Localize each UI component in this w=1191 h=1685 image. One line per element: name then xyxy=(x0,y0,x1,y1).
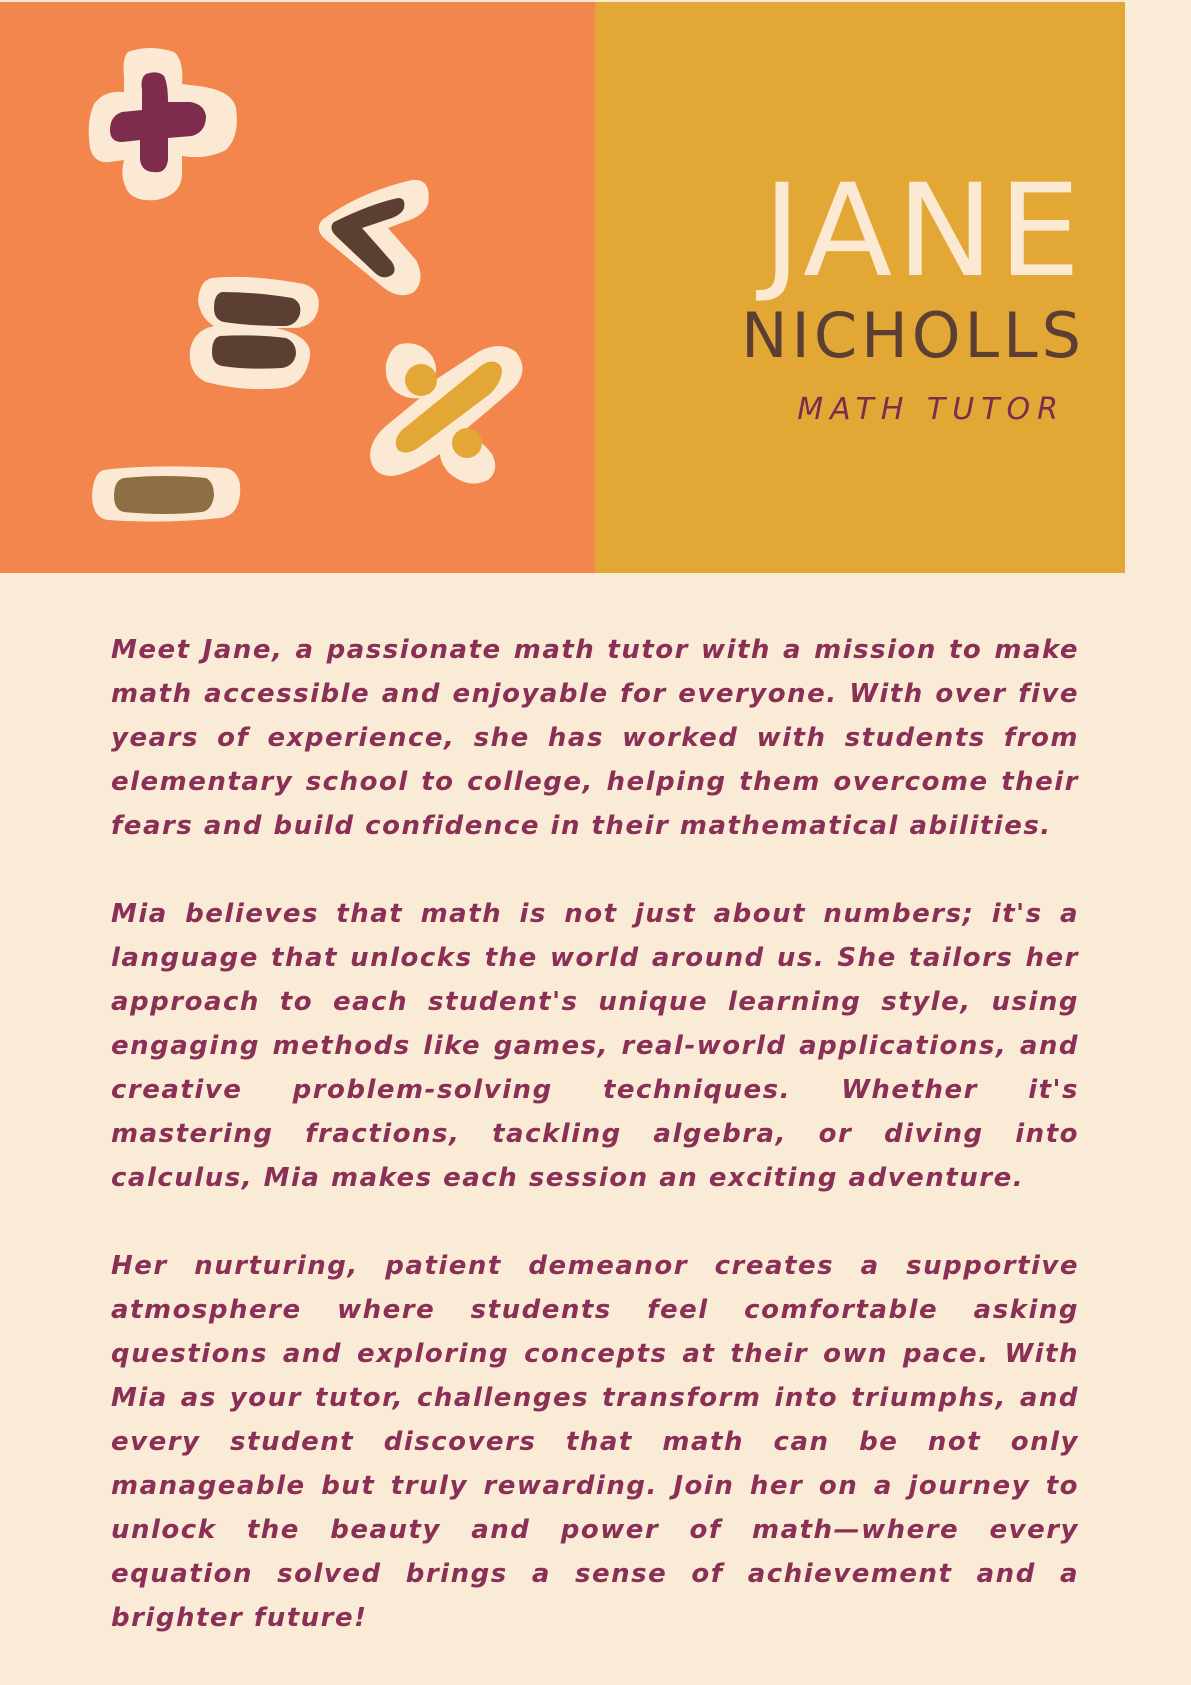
job-title: MATH TUTOR xyxy=(797,392,1065,427)
minus-icon xyxy=(92,466,240,521)
bio-section xyxy=(111,628,1079,1640)
less-than-icon xyxy=(319,180,429,295)
last-name-heading: NICHOLLS xyxy=(741,299,1085,372)
equals-icon xyxy=(190,277,319,389)
math-symbols-illustration xyxy=(0,0,595,573)
name-block xyxy=(595,0,1125,573)
plus-icon xyxy=(89,48,237,200)
bio-paragraph: Mia believes that math is not just about numbers; it's a language that unlocks the world around us. She tailors her approach to each student's unique learning style, using engaging methods like games, real-world applications, and creative problem-solving techniques. Whether it's mastering fractions, tackling algebra, or diving into calculus, Mia makes each session an exciting adventure. xyxy=(111,899,1079,1193)
bio-paragraph: Her nurturing, patient demeanor creates a supportive atmosphere where students feel comfortable asking questions and exploring concepts at their own pace. With Mia as your tutor, challenges transform into triumphs, and every student discovers that math can be not only manageable but truly rewarding. Join her on a journey to unlock the beauty and power of math—where every equation solved brings a sense of achievement and a brighter future! xyxy=(111,1251,1079,1633)
header-banner xyxy=(0,0,1125,573)
first-name-heading: JANE xyxy=(762,157,1085,306)
bio-paragraph: Meet Jane, a passionate math tutor with a mission to make math accessible and enjoyable for everyone. With over five years of experience, she has worked with students from elementary school to college, helping them overcome their fears and build confidence in their mathematical abilities. xyxy=(111,635,1079,841)
percent-icon xyxy=(370,343,523,483)
